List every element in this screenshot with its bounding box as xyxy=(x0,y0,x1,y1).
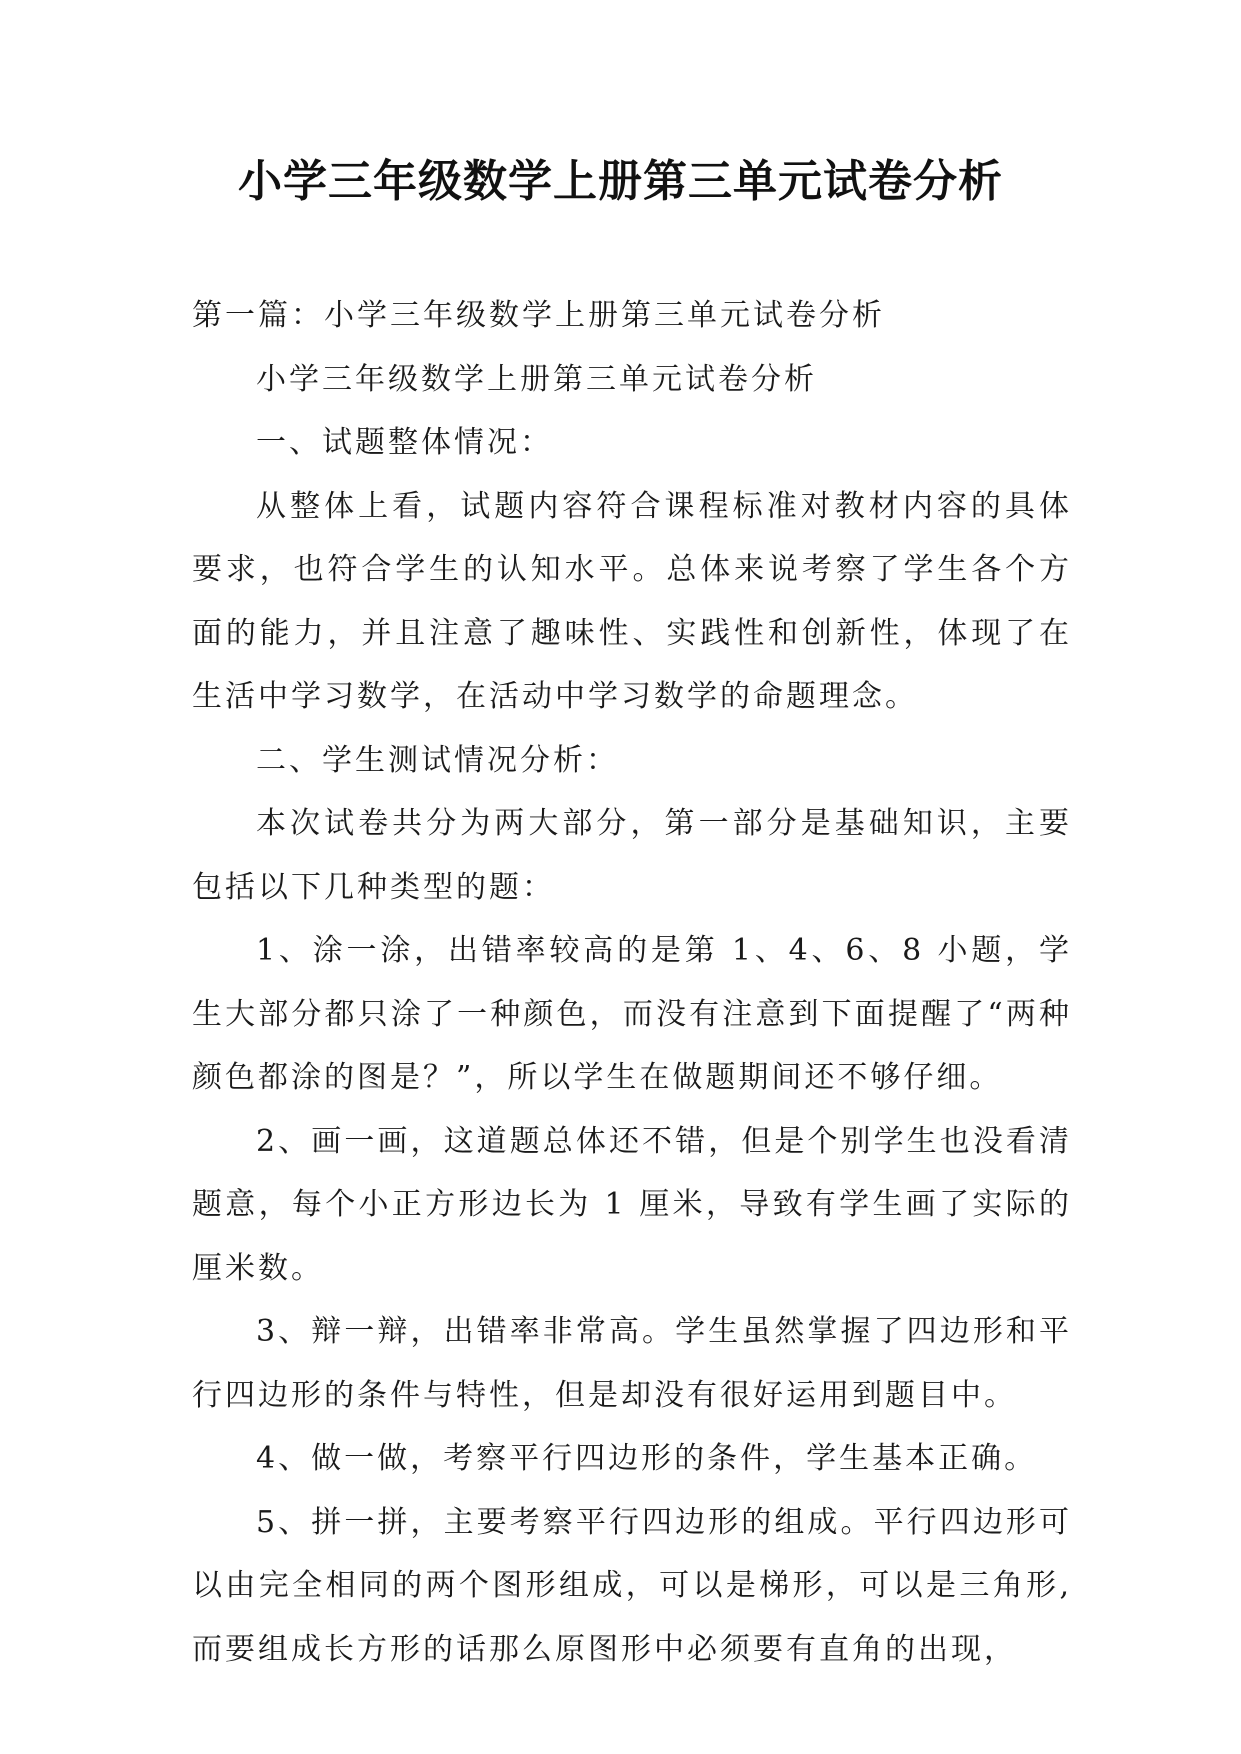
heading-analysis: 二、学生测试情况分析： xyxy=(256,742,619,778)
section-heading: 第一篇：小学三年级数学上册第三单元试卷分析 xyxy=(192,298,885,333)
paragraph-item-5: 5、拼一拼，主要考察平行四边形的组成。平行四边形可以由完全相同的两个图形组成，可以是梯形，可以是三角形,而要组成长方形的话那么原图形中必须要有直角的出现， xyxy=(192,1504,1072,1667)
paragraph-structure: 本次试卷共分为两大部分，第一部分是基础知识，主要包括以下几种类型的题： xyxy=(192,806,1072,905)
paragraph-item-4: 4、做一做，考察平行四边形的条件，学生基本正确。 xyxy=(256,1441,1038,1476)
paragraph-item-3: 3、辩一辩，出错率非常高。学生虽然掌握了四边形和平行四边形的条件与特性，但是却没有很好运用到题目中。 xyxy=(192,1314,1072,1413)
paragraph-overall: 从整体上看，试题内容符合课程标准对教材内容的具体要求，也符合学生的认知水平。总体来说考察了学生各个方面的能力，并且注意了趣味性、实践性和创新性，体现了在生活中学习数学，在活动中学习数学的命题理念。 xyxy=(192,488,1072,714)
paragraph-item-1: 1、涂一涂，出错率较高的是第 1、4、6、8 小题，学生大部分都只涂了一种颜色，而没有注意到下面提醒了“两种颜色都涂的图是？”，所以学生在做题期间还不够仔细。 xyxy=(192,933,1072,1095)
heading-overall: 一、试题整体情况： xyxy=(256,425,553,460)
subtitle-paragraph: 小学三年级数学上册第三单元试卷分析 xyxy=(256,361,817,397)
paragraph-item-2: 2、画一画，这道题总体还不错，但是个别学生也没看清题意，每个小正方形边长为 1 厘米，导致有学生画了实际的厘米数。 xyxy=(192,1123,1072,1286)
document-body xyxy=(192,284,1072,1681)
document-title: 小学三年级数学上册第三单元试卷分析 xyxy=(238,156,1003,207)
